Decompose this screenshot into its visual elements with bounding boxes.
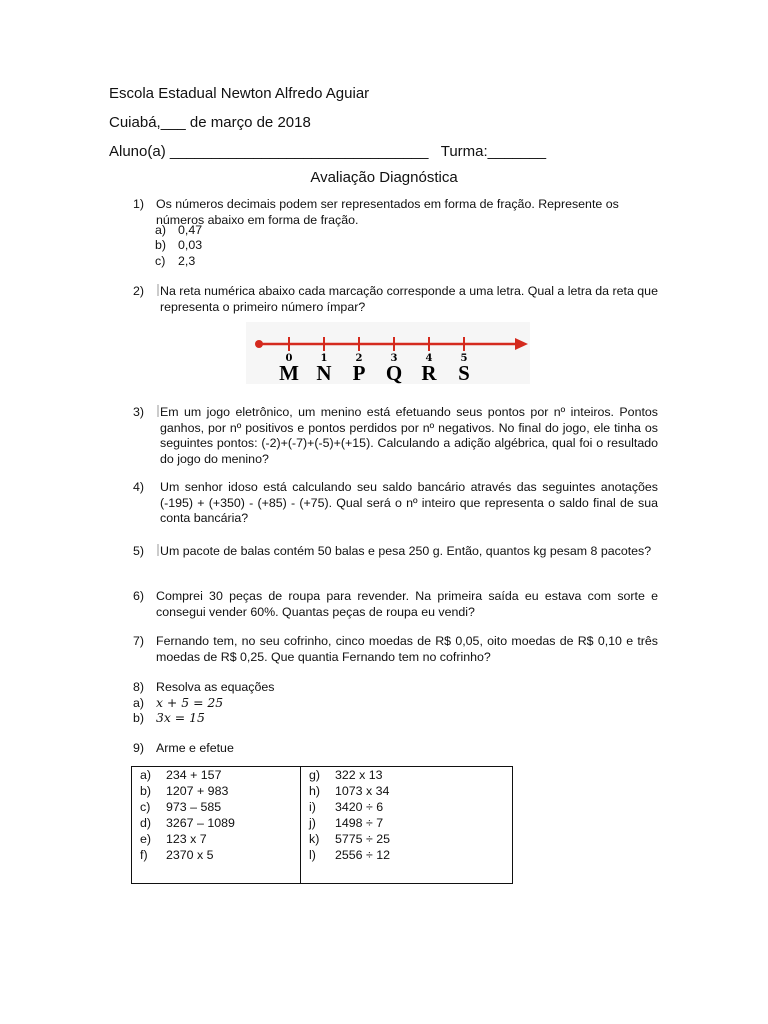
operations-column-left (132, 767, 301, 884)
question-8 (133, 680, 658, 696)
question-4 (133, 480, 658, 527)
op-label: e) (140, 832, 152, 846)
list-item (155, 223, 202, 239)
equation: 3x = 15 (156, 710, 205, 725)
item-value: 2,3 (178, 254, 196, 268)
tick-label: 4 (425, 353, 433, 364)
question-number: 6) (133, 589, 145, 603)
op-expr: 322 x 13 (335, 768, 383, 782)
op-expr: 3420 ÷ 6 (335, 800, 384, 814)
date-line: Cuiabá,___ de março de 2018 (109, 114, 311, 131)
question-text: Arme e efetue (156, 741, 234, 755)
question-5 (133, 544, 658, 560)
op-expr: 2556 ÷ 12 (335, 848, 391, 862)
op-expr: 123 x 7 (166, 832, 207, 846)
tick-label: 5 (460, 353, 468, 364)
question-number: 1) (133, 197, 145, 211)
item-label: b) (133, 711, 145, 725)
point-letter: S (458, 361, 470, 384)
op-expr: 1207 + 983 (166, 784, 229, 798)
op-label: l) (309, 848, 316, 862)
op-expr: 1073 x 34 (335, 784, 390, 798)
op-label: a) (140, 768, 152, 782)
list-item (155, 254, 195, 270)
item-label: c) (155, 254, 166, 268)
equation: x + 5 = 25 (156, 695, 224, 710)
item-label: b) (155, 238, 167, 252)
op-label: h) (309, 784, 321, 798)
point-letter: P (352, 361, 366, 384)
op-expr: 2370 x 5 (166, 848, 214, 862)
op-expr: 1498 ÷ 7 (335, 816, 384, 830)
list-item (155, 238, 202, 254)
point-letter: M (279, 361, 299, 384)
start-point (255, 340, 263, 348)
op-label: d) (140, 816, 152, 830)
tick-label: 3 (390, 353, 398, 364)
question-number: 7) (133, 634, 145, 648)
op-label: c) (140, 800, 151, 814)
operation-item (132, 767, 300, 783)
question-number: 5) (133, 544, 145, 558)
tick-label: 0 (285, 353, 293, 364)
op-label: g) (309, 768, 321, 782)
tick-label: 2 (355, 353, 363, 364)
op-expr: 3267 – 1089 (166, 816, 235, 830)
operation-item (301, 767, 512, 783)
operation-item (132, 783, 300, 799)
question-number: 2) (133, 284, 145, 298)
operation-item (301, 831, 512, 847)
item-label: a) (155, 223, 167, 237)
question-text: Os números decimais podem ser representados em forma de fração. Represente os números abaixo em forma de fração. (156, 197, 619, 227)
op-label: j) (309, 816, 316, 830)
operation-item (301, 799, 512, 815)
op-expr: 5775 ÷ 25 (335, 832, 391, 846)
point-letter: Q (385, 361, 403, 384)
op-label: b) (140, 784, 152, 798)
operation-item (301, 847, 512, 863)
question-7 (133, 634, 658, 665)
point-letter: R (421, 361, 437, 384)
question-number: 9) (133, 741, 145, 755)
question-text: Comprei 30 peças de roupa para revender. Na primeira saída eu estava com sorte e consegui vender 60%. Quantas peças de roupa eu vendi? (156, 589, 658, 619)
operation-item (132, 815, 300, 831)
operations-column-right (301, 767, 513, 884)
item-label: a) (133, 696, 145, 710)
question-text: Na reta numérica abaixo cada marcação corresponde a uma letra. Qual a letra da reta que representa o primeiro número ímpar? (160, 284, 658, 314)
op-label: k) (309, 832, 320, 846)
question-number: 3) (133, 405, 145, 419)
tick-label: 1 (320, 353, 328, 364)
point-letter: N (316, 361, 332, 384)
number-line-figure (246, 322, 530, 384)
op-expr: 234 + 157 (166, 768, 222, 782)
question-1 (133, 197, 658, 228)
question-text: Um senhor idoso está calculando seu saldo bancário através das seguintes anotações (-195) + (+350) - (+85) - (+75). Qual será o nº inteiro que representa o saldo final de sua conta bancária? (160, 480, 658, 525)
question-number: 4) (133, 480, 145, 494)
operation-item (301, 783, 512, 799)
question-number: 8) (133, 680, 145, 694)
operations-table (131, 766, 513, 884)
page-title: Avaliação Diagnóstica (310, 169, 458, 186)
question-text: Um pacote de balas contém 50 balas e pesa 250 g. Então, quantos kg pesam 8 pacotes? (160, 544, 652, 558)
op-label: f) (140, 848, 148, 862)
question-text: Fernando tem, no seu cofrinho, cinco moedas de R$ 0,05, oito moedas de R$ 0,10 e três moedas de R$ 0,25. Que quantia Fernando tem no cofrinho? (156, 634, 658, 664)
school-name: Escola Estadual Newton Alfredo Aguiar (109, 85, 370, 102)
item-value: 0,03 (178, 238, 203, 252)
operation-item (132, 799, 300, 815)
question-6 (133, 589, 658, 620)
operation-item (132, 847, 300, 863)
operation-item (301, 815, 512, 831)
question-9 (133, 741, 658, 757)
op-expr: 973 – 585 (166, 800, 222, 814)
op-label: i) (309, 800, 316, 814)
operation-item (132, 831, 300, 847)
student-line: Aluno(a) _______________________________ Turma:_______ (109, 143, 547, 160)
question-3 (133, 405, 658, 467)
question-text: Resolva as equações (156, 680, 275, 694)
question-text: Em um jogo eletrônico, um menino está efetuando seus pontos por nº inteiros. Pontos ganhos, por nº positivos e pontos perdidos por nº negativos. No final do jogo, ele tinha os seguintes pontos: (-2)+(-7)+(-5)+(+15). Calculando a adição algébrica, qual foi o resultado do jogo do menino? (160, 405, 658, 466)
equation-item (133, 710, 205, 727)
question-2 (133, 284, 658, 315)
item-value: 0,47 (178, 223, 203, 237)
